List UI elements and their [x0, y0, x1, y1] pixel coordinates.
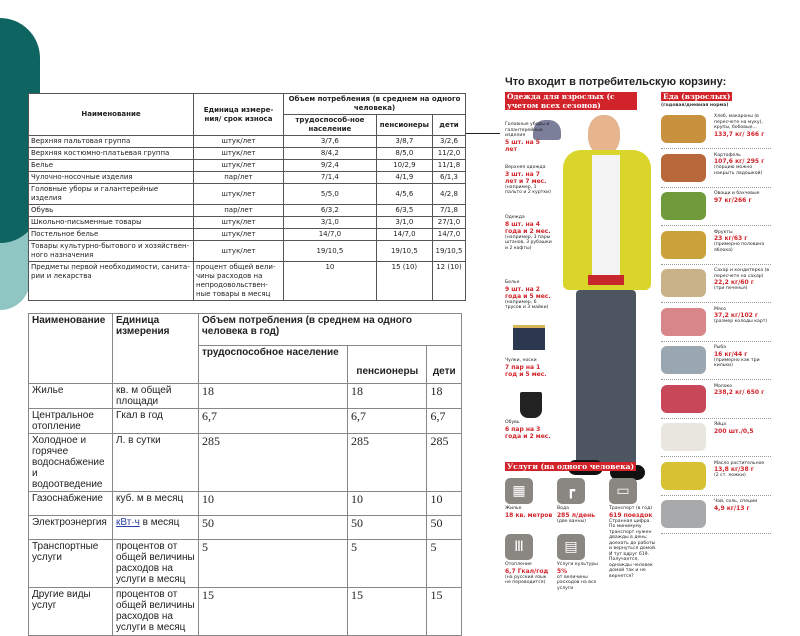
- clothing-note: (например, 3 пары штанов, 3 рубашки и 2 кофты): [505, 234, 552, 251]
- cell-unit: кв. м общей площади: [113, 384, 199, 409]
- cell-name: Чулочно-носочные изделия: [29, 172, 194, 184]
- food-value: 107,6 кг/ 295 г: [714, 158, 765, 165]
- table-row: [29, 540, 462, 588]
- food-value: 16 кг/44 г: [714, 350, 748, 358]
- table-row: [29, 384, 462, 409]
- services-norms-table: [28, 313, 462, 636]
- cell-unit: штук/лет: [194, 148, 284, 160]
- service-note: от величины расходов на все услуги: [557, 574, 597, 591]
- clothing-item: [505, 358, 553, 378]
- cell-pensioners: 19/10,5: [376, 241, 432, 262]
- table-row: [29, 409, 462, 434]
- cell-name: Верхняя пальтовая группа: [29, 136, 194, 148]
- food-label: Масло растительное: [714, 460, 765, 466]
- table-row: [29, 241, 466, 262]
- cell-working: 9/2,4: [284, 160, 377, 172]
- infographic-title: Что входит в потребительскую корзину:: [505, 76, 727, 88]
- service-icon: ▭: [609, 478, 637, 504]
- header-working: трудоспособное население: [199, 346, 348, 384]
- cell-pensioners: 18: [348, 384, 427, 409]
- kwh-link[interactable]: кВт·ч: [116, 517, 140, 528]
- service-icon: ▤: [557, 534, 585, 560]
- food-image: [661, 192, 706, 220]
- table-row: [29, 160, 466, 172]
- service-note: (на русский язык не переводится): [505, 574, 547, 585]
- clothing-value: 6 пар на 3 года и 2 мес.: [505, 425, 551, 440]
- cell-working: 7/1,4: [284, 172, 377, 184]
- cell-children: 50: [427, 516, 462, 540]
- unit-text: в месяц: [142, 517, 180, 528]
- food-value: 22,2 кг/60 г: [714, 279, 754, 286]
- food-label: Рыба: [714, 345, 727, 350]
- cell-name: Транспортные услуги: [29, 540, 113, 588]
- header-name: Наименование: [29, 94, 194, 136]
- cell-pensioners: 3/8,7: [376, 136, 432, 148]
- header-children: дети: [432, 115, 465, 136]
- food-header: Еда (взрослых): [663, 92, 731, 101]
- clothes-header: Одежда для взрослых (с учетом всех сезонов): [505, 92, 637, 110]
- food-label: Молоко: [714, 383, 733, 389]
- food-note: (примерно половина яблока): [714, 242, 765, 253]
- cell-working: 15: [199, 588, 348, 636]
- table-row: [29, 492, 462, 516]
- header-pensioners: пенсионеры: [376, 115, 432, 136]
- cell-pensioners: 4/5,6: [376, 184, 432, 205]
- cell-children: 11/2,0: [432, 148, 465, 160]
- clothing-value: 5 шт. на 5 лет: [505, 138, 540, 153]
- clothing-item: [505, 165, 553, 196]
- cell-working: 50: [199, 516, 348, 540]
- service-note: Странная цифра. По минимуму транспорт нужен дважды в день: доехать до работы и вернуться домой. И тут вдруг 619. Получается, однажды человек домой так и не вернется?: [609, 518, 657, 579]
- food-value: 37,2 кг/102 г: [714, 312, 759, 319]
- food-item: [661, 228, 771, 265]
- table-row: [29, 184, 466, 205]
- service-label: Отопление: [505, 562, 532, 567]
- cell-unit: штук/лет: [194, 160, 284, 172]
- header-name: Наименование: [29, 314, 113, 384]
- food-label: Фрукты: [714, 229, 733, 235]
- service-value: 18 кв. метров: [505, 511, 553, 519]
- clothing-label: Обувь: [505, 420, 520, 425]
- cell-children: 18: [427, 384, 462, 409]
- cell-name: Верхняя костюмно-платьевая группа: [29, 148, 194, 160]
- socks-image: [520, 392, 542, 418]
- clothing-item: [505, 280, 553, 311]
- cell-unit: пар/лет: [194, 172, 284, 184]
- food-note: (три печенья): [714, 286, 748, 291]
- cell-working: 3/7,6: [284, 136, 377, 148]
- food-image: [661, 269, 706, 297]
- cell-name: Предметы первой необходимости, санита-рии и лекарства: [29, 262, 194, 301]
- food-value: 133,7 кг/ 366 г: [714, 130, 765, 138]
- cell-name: Электроэнергия: [29, 516, 113, 540]
- food-note: (примерно как три кильки): [714, 357, 760, 368]
- service-item: [609, 478, 657, 579]
- cell-name: Другие виды услуг: [29, 588, 113, 636]
- clothing-item: [505, 420, 553, 440]
- service-item: [557, 534, 605, 591]
- food-image: [661, 500, 706, 528]
- cell-name: Постельное белье: [29, 229, 194, 241]
- food-image: [661, 462, 706, 490]
- table-row: [29, 516, 462, 540]
- food-image: [661, 115, 706, 143]
- cell-children: 4/2,8: [432, 184, 465, 205]
- cell-unit: [113, 516, 199, 540]
- clothing-norms-table: [28, 93, 466, 301]
- cell-unit: процент общей вели-чины расходов на непродовольствен-ные товары в месяц: [194, 262, 284, 301]
- clothing-value: 7 пар на 1 год и 5 мес.: [505, 363, 547, 378]
- cell-pensioners: 15 (10): [376, 262, 432, 301]
- cell-children: 12 (10): [432, 262, 465, 301]
- clothing-value: 8 шт. на 4 года и 2 мес.: [505, 220, 551, 235]
- header-pensioners: пенсионеры: [348, 346, 427, 384]
- service-icon: ┏: [557, 478, 585, 504]
- table-row: [29, 229, 466, 241]
- cell-children: 19/10,5: [432, 241, 465, 262]
- service-value: 619 поездок: [609, 511, 653, 519]
- service-label: Жилье: [505, 506, 522, 511]
- underwear-image: [513, 325, 545, 350]
- food-item: [661, 459, 771, 496]
- clothing-note: (например, 1 пальто и 2 куртки): [505, 184, 551, 195]
- header-volume: Объем потребления (в среднем на одного человека в год): [199, 314, 462, 346]
- table-row: [29, 588, 462, 636]
- cell-working: 8/4,2: [284, 148, 377, 160]
- cell-working: 6/3,2: [284, 205, 377, 217]
- food-value: 200 шт./0,5: [714, 427, 754, 435]
- header-unit: Единица измере-ния/ срок износа: [194, 94, 284, 136]
- food-item: [661, 420, 771, 457]
- service-item: [505, 478, 553, 519]
- cell-unit: штук/лет: [194, 184, 284, 205]
- food-subheader: (годовая/дневная норма): [661, 103, 729, 108]
- cell-working: 5/5,0: [284, 184, 377, 205]
- service-label: Вода: [557, 506, 569, 511]
- cell-name: Газоснабжение: [29, 492, 113, 516]
- cell-children: 285: [427, 434, 462, 492]
- food-value: 238,2 кг/ 650 г: [714, 389, 765, 396]
- cell-pensioners: 10: [348, 492, 427, 516]
- service-icon: ▦: [505, 478, 533, 504]
- service-label: Транспорт (в год): [609, 506, 653, 511]
- cell-pensioners: 15: [348, 588, 427, 636]
- table-row: [29, 205, 466, 217]
- food-note: (порцию можно накрыть ладошкой): [714, 165, 763, 176]
- table-row: [29, 148, 466, 160]
- cell-name: Головные уборы и галантерейные изделия: [29, 184, 194, 205]
- cell-working: 285: [199, 434, 348, 492]
- cell-pensioners: 285: [348, 434, 427, 492]
- cell-pensioners: 6,7: [348, 409, 427, 434]
- service-icon: Ⅲ: [505, 534, 533, 560]
- food-item: [661, 343, 771, 380]
- service-item: [505, 534, 553, 586]
- table-row: [29, 262, 466, 301]
- food-label: Чай, соль, специи: [714, 499, 758, 504]
- food-image: [661, 231, 706, 259]
- service-note: (две ванны): [557, 518, 586, 524]
- service-value: 5%: [557, 567, 568, 575]
- cell-children: 27/1,0: [432, 217, 465, 229]
- clothing-item: [505, 122, 553, 153]
- clothing-label: Одежда: [505, 215, 525, 220]
- cell-name: Холодное и горячее водоснабжение и водоотведение: [29, 434, 113, 492]
- food-value: 13,8 кг/38 г: [714, 466, 754, 473]
- cell-pensioners: 14/7,0: [376, 229, 432, 241]
- cell-unit: куб. м в месяц: [113, 492, 199, 516]
- table-row: [29, 172, 466, 184]
- clothing-label: Чулки, носки: [505, 358, 537, 363]
- food-item: [661, 497, 771, 534]
- clothing-label: Головные уборы и галантерейные изделия: [505, 122, 550, 138]
- cell-unit: штук/лет: [194, 241, 284, 262]
- header-children: дети: [427, 346, 462, 384]
- cell-children: 5: [427, 540, 462, 588]
- cell-working: 19/10,5: [284, 241, 377, 262]
- food-value: 23 кг/63 г: [714, 235, 748, 242]
- cell-children: 11/1,8: [432, 160, 465, 172]
- cell-unit: штук/лет: [194, 136, 284, 148]
- food-image: [661, 385, 706, 413]
- food-note: (размер колоды карт): [714, 319, 768, 324]
- food-value: 4,9 кг/13 г: [714, 504, 750, 512]
- cell-unit: Гкал в год: [113, 409, 199, 434]
- cell-unit: процентов от общей величины расходов на услуги в месяц: [113, 588, 199, 636]
- clothing-note: (например, 6 трусов и 3 майки): [505, 299, 549, 310]
- clothing-value: 9 шт. на 2 года и 5 мес.: [505, 285, 551, 300]
- food-image: [661, 308, 706, 336]
- header-working: трудоспособ-ное население: [284, 115, 377, 136]
- service-value: 285 л/день: [557, 511, 596, 519]
- cell-name: Белье: [29, 160, 194, 172]
- cell-pensioners: 3/1,0: [376, 217, 432, 229]
- cell-children: 3/2,6: [432, 136, 465, 148]
- clothing-label: Верхняя одежда: [505, 165, 546, 170]
- cell-pensioners: 8/5,0: [376, 148, 432, 160]
- food-label: Овощи и бахчевые: [714, 191, 760, 196]
- cell-name: Жилье: [29, 384, 113, 409]
- table-row: [29, 217, 466, 229]
- food-item: [661, 266, 771, 303]
- cell-children: 6,7: [427, 409, 462, 434]
- cell-working: 6,7: [199, 409, 348, 434]
- service-label: Услуги культуры: [557, 562, 598, 567]
- cell-name: Товары культурно-бытового и хозяйствен-ного назначения: [29, 241, 194, 262]
- clothing-value: 3 шт. на 7 лет и 7 мес.: [505, 170, 547, 185]
- food-item: [661, 189, 771, 226]
- cell-working: 18: [199, 384, 348, 409]
- food-label: Хлеб, макароны (в пересчете на муку), крупы, бобовые...: [714, 114, 763, 130]
- food-label: Картофель: [714, 152, 741, 158]
- cell-children: 10: [427, 492, 462, 516]
- food-image: [661, 154, 706, 182]
- food-item: [661, 382, 771, 419]
- cell-pensioners: 10/2,9: [376, 160, 432, 172]
- cell-unit: процентов от общей величины расходов на услуги в месяц: [113, 540, 199, 588]
- services-header: Услуги (на одного человека): [507, 462, 635, 471]
- man-photo: [558, 115, 653, 485]
- cell-working: 14/7,0: [284, 229, 377, 241]
- cell-working: 10: [284, 262, 377, 301]
- cell-unit: штук/лет: [194, 217, 284, 229]
- cell-working: 5: [199, 540, 348, 588]
- cell-pensioners: 50: [348, 516, 427, 540]
- cell-working: 10: [199, 492, 348, 516]
- cell-working: 3/1,0: [284, 217, 377, 229]
- food-note: (2 ст. ложки): [714, 473, 746, 478]
- cell-children: 15: [427, 588, 462, 636]
- connector-line: [466, 133, 500, 134]
- food-label: Яйца: [714, 422, 727, 427]
- table-row: [29, 434, 462, 492]
- cell-name: Школьно-письменные товары: [29, 217, 194, 229]
- consumer-basket-infographic: [478, 70, 778, 600]
- cell-name: Обувь: [29, 205, 194, 217]
- cell-children: 7/1,8: [432, 205, 465, 217]
- cell-unit: пар/лет: [194, 205, 284, 217]
- cell-pensioners: 4/1,9: [376, 172, 432, 184]
- food-item: [661, 305, 771, 342]
- food-label: Сахар и кондитерка (в пересчете на сахар): [714, 268, 770, 279]
- cell-name: Центральное отопление: [29, 409, 113, 434]
- cell-pensioners: 6/3,5: [376, 205, 432, 217]
- clothing-item: [505, 215, 553, 251]
- clothing-label: Белье: [505, 280, 520, 285]
- food-label: Мясо: [714, 306, 727, 312]
- cell-children: 6/1,3: [432, 172, 465, 184]
- service-item: [557, 478, 605, 524]
- header-unit: Единица измерения: [113, 314, 199, 384]
- food-item: [661, 112, 771, 149]
- service-value: 6,7 Гкал/год: [505, 567, 549, 575]
- cell-children: 14/7,0: [432, 229, 465, 241]
- table-row: [29, 136, 466, 148]
- cell-unit: Л. в сутки: [113, 434, 199, 492]
- cell-unit: штук/лет: [194, 229, 284, 241]
- food-image: [661, 423, 706, 451]
- food-item: [661, 151, 771, 188]
- food-image: [661, 346, 706, 374]
- cell-pensioners: 5: [348, 540, 427, 588]
- food-value: 97 кг/266 г: [714, 196, 752, 204]
- header-volume: Объем потребления (в среднем на одного человека): [284, 94, 466, 115]
